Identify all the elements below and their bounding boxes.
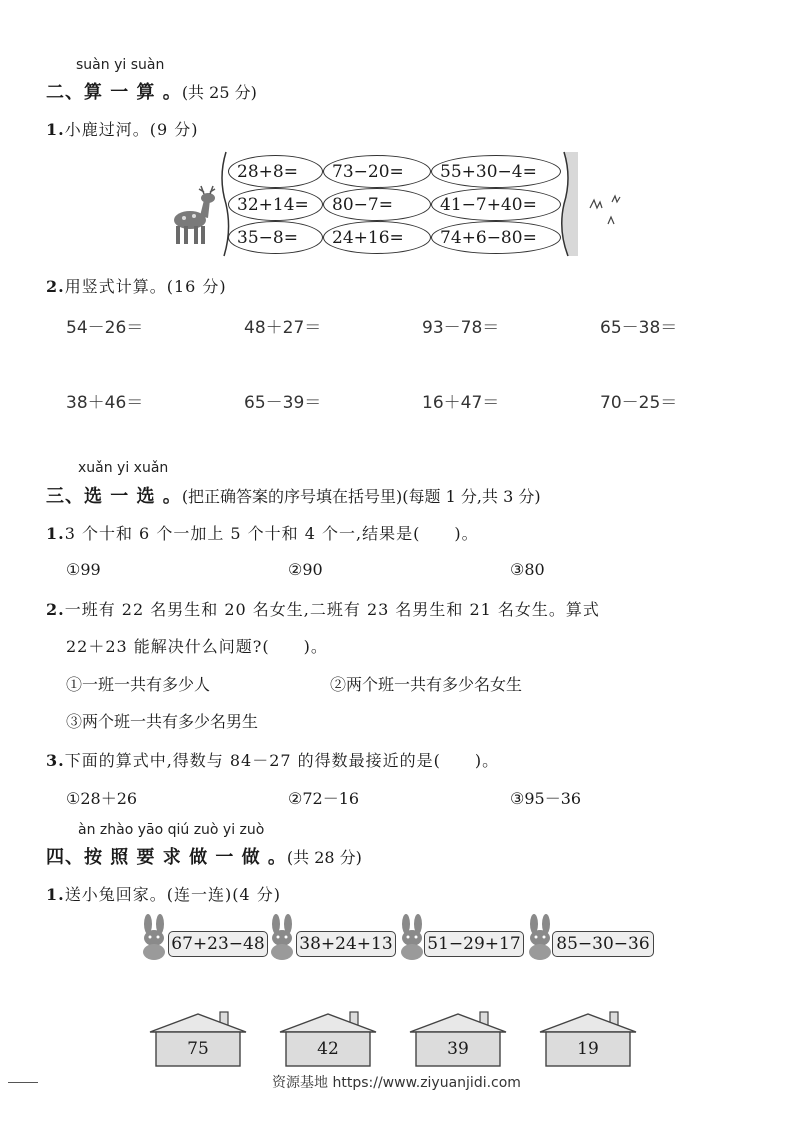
s3-q2-option: ②两个班一共有多少名女生 <box>330 675 523 694</box>
rabbit-equation-card[interactable]: 67+23−48 <box>168 931 268 957</box>
s2-q1-num: 1. <box>46 120 65 139</box>
section4-title: 四、按 照 要 求 做 一 做 。 <box>46 847 287 868</box>
s4-q1-num: 1. <box>46 885 65 904</box>
footer-url[interactable]: 资源基地 https://www.ziyuanjidi.com <box>272 1075 521 1091</box>
section2-title: 二、算 一 算 。 <box>46 82 182 103</box>
section4-heading <box>46 843 362 869</box>
section2-heading <box>46 78 257 104</box>
vertical-calc-problem: 93－78＝ <box>422 318 500 338</box>
s2-q2-text: 用竖式计算。(16 分) <box>64 277 227 296</box>
house-number: 39 <box>447 1039 469 1059</box>
s3-q1-num: 1. <box>46 524 65 543</box>
s3-q2-text2: 22＋23 能解决什么问题?( )。 <box>66 637 328 656</box>
rabbit-equation-card[interactable]: 85−30−36 <box>552 931 654 957</box>
rabbit-equation-card[interactable]: 38+24+13 <box>296 931 396 957</box>
house-number: 42 <box>317 1039 339 1059</box>
s3-q1-text: 3 个十和 6 个一加上 5 个十和 4 个一,结果是( )。 <box>64 524 479 543</box>
vertical-calc-problem: 48＋27＝ <box>244 318 322 338</box>
house-number: 19 <box>577 1039 599 1059</box>
grass-icon <box>590 196 620 224</box>
vertical-calc-problem: 65－39＝ <box>244 393 322 413</box>
s3-q3-option: ②72－16 <box>288 789 360 808</box>
deer-icon <box>174 186 215 244</box>
rabbit-icon <box>266 914 298 960</box>
rabbit-icon <box>138 914 170 960</box>
oval-equation: 55+30−4= <box>431 155 561 188</box>
vertical-calc-problem: 70－25＝ <box>600 393 678 413</box>
s3-q3 <box>46 748 499 771</box>
oval-equation: 32+14= <box>228 188 323 221</box>
section2-score: (共 25 分) <box>181 83 257 102</box>
section3-pinyin: xuǎn yi xuǎn <box>78 460 169 476</box>
s2-q2-num: 2. <box>46 277 65 296</box>
s3-q2-option: ①一班一共有多少人 <box>66 675 211 694</box>
oval-equation: 28+8= <box>228 155 323 188</box>
s2-q2 <box>46 274 227 297</box>
section3-heading <box>46 482 541 508</box>
rabbit-equation-card[interactable]: 51−29+17 <box>424 931 524 957</box>
s3-q3-num: 3. <box>46 751 65 770</box>
s3-q3-option: ①28＋26 <box>66 789 138 808</box>
section4-score: (共 28 分) <box>286 848 362 867</box>
s2-q1 <box>46 117 198 140</box>
house-number: 75 <box>187 1039 209 1059</box>
s3-q1-option: ③80 <box>510 560 545 579</box>
oval-equation: 35−8= <box>228 221 323 254</box>
oval-equation: 80−7= <box>323 188 431 221</box>
s3-q2-num: 2. <box>46 600 65 619</box>
s3-q2-text1: 一班有 22 名男生和 20 名女生,二班有 23 名男生和 21 名女生。算式 <box>64 600 600 619</box>
oval-equation: 73−20= <box>323 155 431 188</box>
s3-q3-option: ③95－36 <box>510 789 582 808</box>
section3-score: (把正确答案的序号填在括号里)(每题 1 分,共 3 分) <box>181 487 541 506</box>
s3-q2-option: ③两个班一共有多少名男生 <box>66 712 259 731</box>
section2-pinyin: suàn yi suàn <box>76 57 165 73</box>
s3-q1 <box>46 521 479 544</box>
s4-q1 <box>46 882 281 905</box>
s3-q1-option: ①99 <box>66 560 101 579</box>
oval-equation: 41−7+40= <box>431 188 561 221</box>
section3-title: 三、选 一 选 。 <box>46 486 182 507</box>
s3-q2 <box>46 597 600 620</box>
section4-pinyin: àn zhào yāo qiú zuò yi zuò <box>78 822 265 838</box>
s2-q1-text: 小鹿过河。(9 分) <box>64 120 199 139</box>
oval-equation: 74+6−80= <box>431 221 561 254</box>
s3-q3-text: 下面的算式中,得数与 84－27 的得数最接近的是( )。 <box>64 751 500 770</box>
oval-equation: 24+16= <box>323 221 431 254</box>
vertical-calc-problem: 54－26＝ <box>66 318 144 338</box>
s4-q1-text: 送小兔回家。(连一连)(4 分) <box>64 885 281 904</box>
s3-q1-option: ②90 <box>288 560 323 579</box>
vertical-calc-problem: 38＋46＝ <box>66 393 144 413</box>
vertical-calc-problem: 16＋47＝ <box>422 393 500 413</box>
vertical-calc-problem: 65－38＝ <box>600 318 678 338</box>
